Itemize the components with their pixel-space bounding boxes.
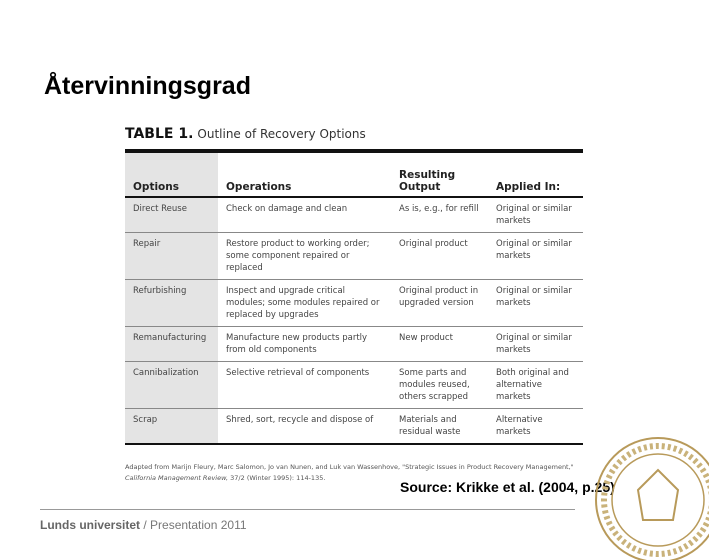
option-cell: Repair [125,233,218,280]
option-cell: Remanufacturing [125,327,218,362]
source-citation: Source: Krikke et al. (2004, p.25) [400,479,615,495]
footer-org: Lunds universitet [40,518,141,532]
slide-title: Återvinningsgrad [44,72,251,100]
operation-cell: Inspect and upgrade critical modules; some modules repaired or replaced by upgrades [218,280,391,327]
output-cell: Original product in upgraded version [391,280,488,327]
table-row [125,327,583,362]
footnote-end: 37/2 (Winter 1995): 114-135. [230,474,326,482]
output-cell: New product [391,327,488,362]
output-cell: As is, e.g., for refill [391,197,488,233]
option-cell: Scrap [125,409,218,445]
table-caption [125,126,366,142]
operation-cell: Manufacture new products partly from old components [218,327,391,362]
table-row [125,362,583,409]
operation-cell: Restore product to working order; some component repaired or replaced [218,233,391,280]
footnote-journal: California Management Review, [125,474,229,482]
operation-cell: Selective retrieval of components [218,362,391,409]
output-cell: Some parts and modules reused, others scrapped [391,362,488,409]
header-operations: Operations [218,151,391,197]
table-row [125,197,583,233]
recovery-options-table [125,149,583,445]
footer [40,518,247,532]
table-caption-text: Outline of Recovery Options [197,127,366,141]
table-label: TABLE 1. [125,126,194,142]
applied-cell: Original or similar markets [488,280,583,327]
table-row [125,280,583,327]
header-applied: Applied In: [488,151,583,197]
header-options: Options [125,151,218,197]
applied-cell: Original or similar markets [488,197,583,233]
applied-cell: Alternative markets [496,415,543,437]
option-cell: Direct Reuse [125,197,218,233]
applied-cell: Original or similar markets [488,233,583,280]
university-seal-logo [588,430,709,560]
footer-sep: / [140,518,151,532]
header-output: Resulting Output [391,151,488,197]
table-row [125,233,583,280]
option-cell: Refurbishing [125,280,218,327]
footnote-text: Adapted from Marijn Fleury, Marc Salomon, Jo van Nunen, and Luk van Wassenhove, "Strategic Issues in Product Recovery Management," [125,463,574,471]
output-cell: Original product [391,233,488,280]
option-cell: Cannibalization [125,362,218,409]
applied-cell: Both original and alternative markets [488,362,583,409]
table-row [125,409,583,445]
footer-text: Presentation 2011 [150,518,247,532]
output-cell: Materials and residual waste [399,415,461,437]
operation-cell: Check on damage and clean [218,197,391,233]
operation-cell: Shred, sort, recycle and dispose of [226,415,374,425]
footer-divider [40,509,575,510]
applied-cell: Original or similar markets [488,327,583,362]
table-header-row [125,151,583,197]
